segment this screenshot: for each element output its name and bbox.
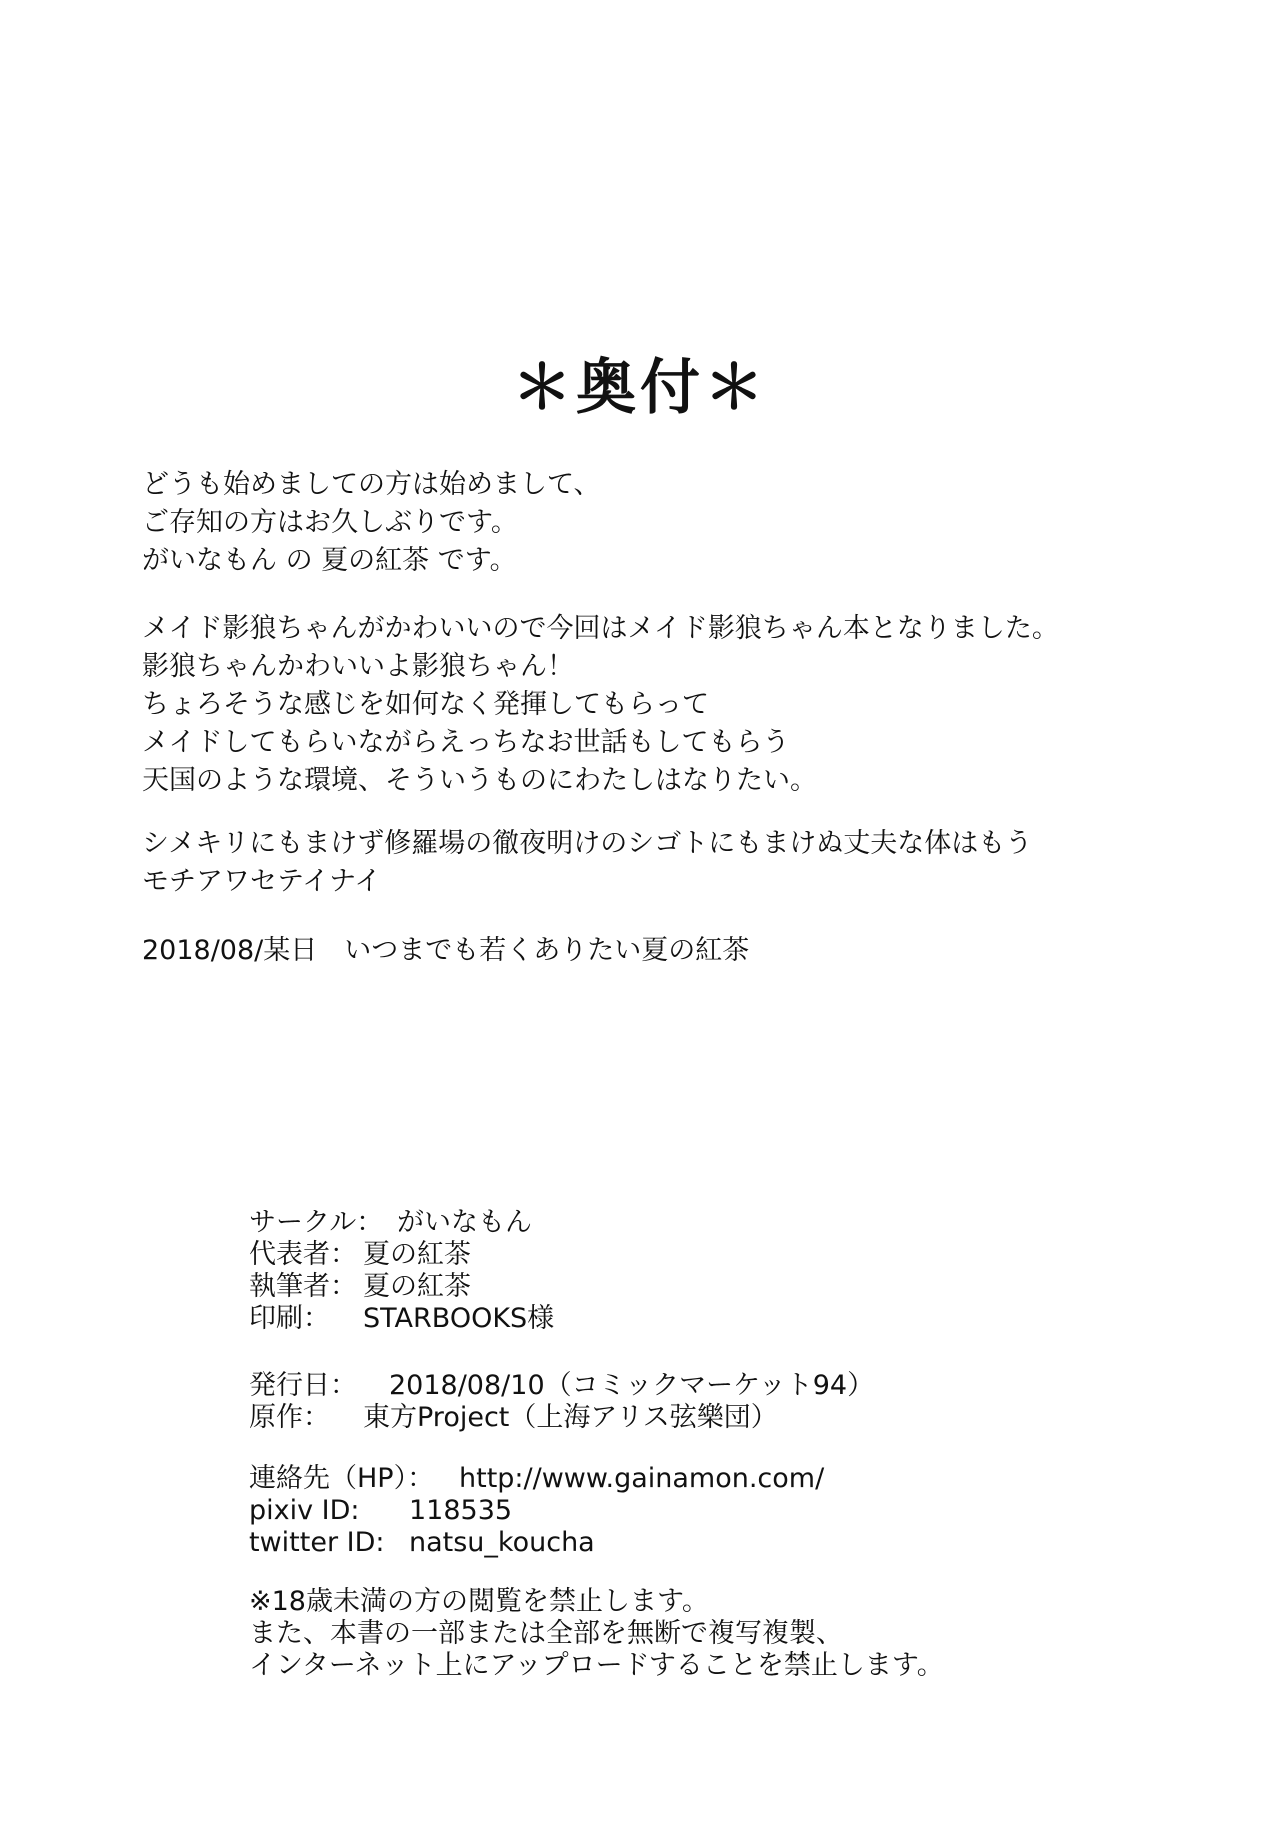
notice-block — [249, 1586, 944, 1682]
deadline-line: モチアワセテイナイ — [142, 866, 382, 897]
printer-label: 印刷： — [249, 1303, 330, 1334]
circle-row — [249, 1207, 554, 1239]
intro-line: ご存知の方はお久しぶりです。 — [142, 507, 518, 538]
intro-line: どうも始めましての方は始めまして、 — [142, 469, 601, 500]
credits-block — [249, 1207, 554, 1335]
date-signature: 2018/08/某日 いつまでも若くありたい夏の紅茶 — [142, 935, 750, 966]
original-work-row — [249, 1402, 874, 1434]
story-line: メイドしてもらいながらえっちなお世話もしてもらう — [142, 727, 790, 758]
twitter-row — [249, 1527, 824, 1559]
signature-line — [142, 932, 1202, 970]
author-label: 執筆者： — [249, 1271, 357, 1302]
homepage-row — [249, 1463, 824, 1495]
notice-line: ※18歳未満の方の閲覧を禁止します。 — [249, 1586, 709, 1617]
issue-date-row — [249, 1370, 874, 1402]
deadline-line: シメキリにもまけず修羅場の徹夜明けのシゴトにもまけぬ丈夫な体はもう — [142, 828, 1033, 859]
publication-block — [249, 1370, 874, 1434]
intro-line: がいなもん の 夏の紅茶 です。 — [142, 545, 517, 576]
intro-paragraph — [142, 466, 1202, 580]
pixiv-label: pixiv ID: — [249, 1495, 360, 1526]
circle-label: サークル： — [249, 1207, 384, 1238]
twitter-id: natsu_koucha — [409, 1527, 595, 1558]
representative-label: 代表者： — [249, 1239, 357, 1270]
issue-date-label: 発行日： — [249, 1370, 357, 1401]
twitter-label: twitter ID: — [249, 1527, 385, 1558]
homepage-url: http://www.gainamon.com/ — [459, 1463, 825, 1494]
printer-value: STARBOOKS様 — [363, 1303, 555, 1334]
original-work-label: 原作： — [249, 1402, 330, 1433]
page-title: ＊奥付＊ — [512, 353, 768, 423]
issue-date-value: 2018/08/10（コミックマーケット94） — [389, 1370, 875, 1401]
story-paragraph — [142, 610, 1202, 800]
representative-value: 夏の紅茶 — [363, 1239, 471, 1270]
author-value: 夏の紅茶 — [363, 1271, 471, 1302]
printer-row — [249, 1303, 554, 1335]
story-line: 天国のような環境、そういうものにわたしはなりたい。 — [142, 765, 817, 796]
notice-line: インターネット上にアップロードすることを禁止します。 — [249, 1650, 944, 1681]
circle-value: がいなもん — [397, 1207, 532, 1238]
original-work-value: 東方Project（上海アリス弦樂団） — [363, 1402, 778, 1433]
story-line: ちょろそうな感じを如何なく発揮してもらって — [142, 689, 709, 720]
pixiv-row — [249, 1495, 824, 1527]
notice-line: また、本書の一部または全部を無断で複写複製、 — [249, 1618, 843, 1649]
representative-row — [249, 1239, 554, 1271]
story-line: 影狼ちゃんかわいいよ影狼ちゃん！ — [142, 651, 574, 682]
homepage-label: 連絡先（HP）： — [249, 1463, 435, 1494]
story-line: メイド影狼ちゃんがかわいいので今回はメイド影狼ちゃん本となりました。 — [142, 613, 1059, 644]
contact-block — [249, 1463, 824, 1559]
deadline-paragraph — [142, 825, 1202, 901]
author-row — [249, 1271, 554, 1303]
pixiv-id: 118535 — [409, 1495, 513, 1526]
